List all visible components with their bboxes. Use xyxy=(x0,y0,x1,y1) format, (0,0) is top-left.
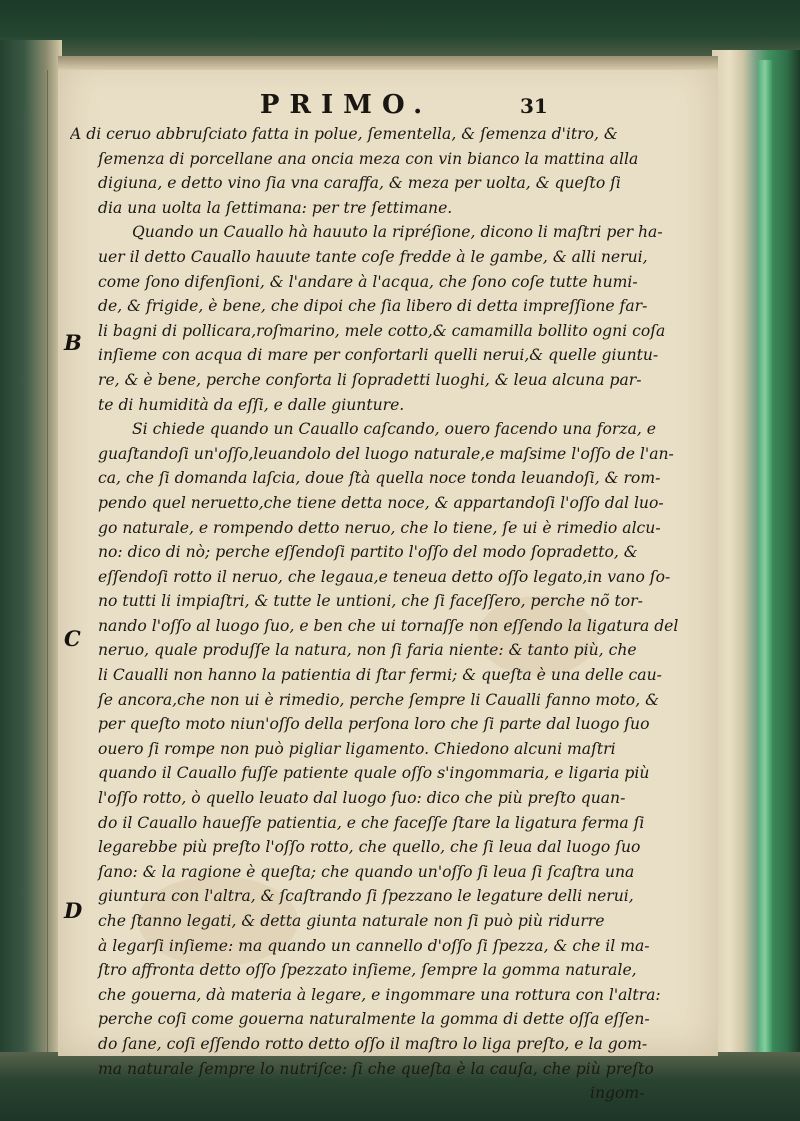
text-line: guaſtandoſi un'oſſo,leuandolo del luogo naturale,e maſsime l'oſſo de l'an- xyxy=(98,444,674,463)
text-line: come ſono difenſioni, & l'andare à l'acqua, che ſono coſe tutte humi- xyxy=(98,272,638,291)
binding-gutter xyxy=(0,40,62,1121)
text-line: nando l'oſſo al luogo ſuo, e ben che ui tornaſſe non eſſendo la ligatura del xyxy=(98,616,679,635)
text-line: de, & frigide, è bene, che dipoi che ſia libero di detta impreſſione far- xyxy=(98,297,648,316)
gutter-rule xyxy=(24,110,26,1050)
main-text xyxy=(64,122,710,1106)
text-line: ca, che ſi domanda laſcia, doue ſtà quella noce tonda leuandoſi, & rom- xyxy=(98,469,661,488)
text-line: Quando un Cauallo hà hauuto la ripréſione, dicono li maſtri per ha- xyxy=(132,223,663,242)
text-line: do il Cauallo haueſſe patientia, e che faceſſe ſtare la ligatura ferma ſi xyxy=(98,813,645,832)
text-line: li bagni di pollicara,roſmarino, mele cotto,& camamilla bollito ogni coſa xyxy=(98,321,666,340)
text-line: ſemenza di porcellane ana oncia meza con vin bianco la mattina alla xyxy=(98,149,639,168)
text-line: ſtro affronta detto oſſo ſpezzato inſieme, ſempre la gomma naturale, xyxy=(98,961,637,980)
page-number: 31 xyxy=(520,94,548,118)
text-line: te di humidità da eſſi, e dalle giunture. xyxy=(98,395,405,414)
text-line: go naturale, e rompendo detto neruo, che lo tiene, ſe ui è rimedio alcu- xyxy=(98,518,661,537)
text-line: à legarſi inſieme: ma quando un cannello d'oſſo ſi ſpezza, & che il ma- xyxy=(98,936,650,955)
green-edge-strip xyxy=(758,60,772,1070)
text-line: dia una uolta la ſettimana: per tre ſettimane. xyxy=(98,198,453,217)
text-line: quando il Cauallo fuſſe patiente quale oſſo s'ingommaria, e ligaria più xyxy=(98,764,650,783)
text-line: ma naturale ſempre lo nutriſce: ſi che queſta è la cauſa, che più preſto xyxy=(98,1059,654,1078)
text-line: uer il detto Cauallo hauute tante coſe fredde à le gambe, & alli nerui, xyxy=(98,247,648,266)
top-edge xyxy=(0,0,800,58)
gutter-rule-inner xyxy=(47,70,48,1070)
text-line: ſano: & la ragione è queſta; che quando un'oſſo ſi leua ſi ſcaſtra una xyxy=(98,862,635,881)
text-line: digiuna, e detto vino ſia vna caraffa, & meza per uolta, & queſto ſi xyxy=(98,174,621,193)
text-line: do ſane, coſi eſſendo rotto detto oſſo il maſtro lo liga preſto, e la gom- xyxy=(98,1034,648,1053)
text-line: no tutti li impiaſtri, & tutte le untioni, che ſi faceſſero, perche nõ tor- xyxy=(98,592,643,611)
text-line: che ſtanno legati, & detta giunta naturale non ſi può più ridurre xyxy=(98,912,605,930)
text-line: ouero ſi rompe non può pigliar ligamento. Chiedono alcuni maſtri xyxy=(98,739,616,758)
text-line: no: dico di nò; perche eſſendoſi partito l'oſſo del modo ſopradetto, & xyxy=(98,543,638,562)
text-line: re, & è bene, perche conforta li ſopradetti luoghi, & leua alcuna par- xyxy=(98,370,642,389)
marginal-letter-c: C xyxy=(64,626,81,651)
catchword: ingom- xyxy=(590,1084,645,1103)
text-line: eſſendoſi rotto il neruo, che legaua,e teneua detto oſſo legato,in vano ſo- xyxy=(98,567,671,586)
running-head: PRIMO. xyxy=(259,90,433,120)
text-line: ſe ancora,che non ui è rimedio, perche ſempre li Caualli fanno moto, & xyxy=(98,690,659,709)
page-top-shadow xyxy=(58,56,718,70)
text-line: A di ceruo abbruſciato fatta in polue, ſementella, & ſemenza d'itro, & xyxy=(70,125,618,143)
book-page xyxy=(58,56,718,1103)
text-line: li Caualli non hanno la patientia di ſtar fermi; & queſta è una delle cau- xyxy=(98,666,662,685)
marginal-letter-d: D xyxy=(64,898,83,923)
text-line: neruo, quale produſſe la natura, non ſi faria niente: & tanto più, che xyxy=(98,641,637,660)
text-line: per queſto moto niun'oſſo della perſona loro che ſi parte dal luogo ſuo xyxy=(98,715,650,734)
text-line: perche coſi come gouerna naturalmente la gomma di dette oſſa eſſen- xyxy=(98,1010,650,1029)
text-line: pendo quel neruetto,che tiene detta noce, & appartandoſi l'oſſo dal luo- xyxy=(98,493,664,512)
page-header xyxy=(58,90,718,120)
text-line: giuntura con l'altra, & ſcaſtrando ſi ſpezzano le legature delli nerui, xyxy=(98,887,634,906)
text-line: che gouerna, dà materia à legare, e ingommare una rottura con l'altra: xyxy=(98,985,661,1004)
right-page-edge xyxy=(712,50,800,1080)
text-line: inſieme con acqua di mare per confortarli quelli nerui,& quelle giuntu- xyxy=(98,346,659,365)
text-line: l'oſſo rotto, ò quello leuato dal luogo ſuo: dico che più preſto quan- xyxy=(98,789,626,808)
marginal-letter-b: B xyxy=(64,330,82,355)
text-line: legarebbe più preſto l'oſſo rotto, che quello, che ſi leua dal luogo ſuo xyxy=(98,838,641,857)
text-line: Si chiede quando un Cauallo caſcando, ouero facendo una forza, e xyxy=(132,420,657,439)
